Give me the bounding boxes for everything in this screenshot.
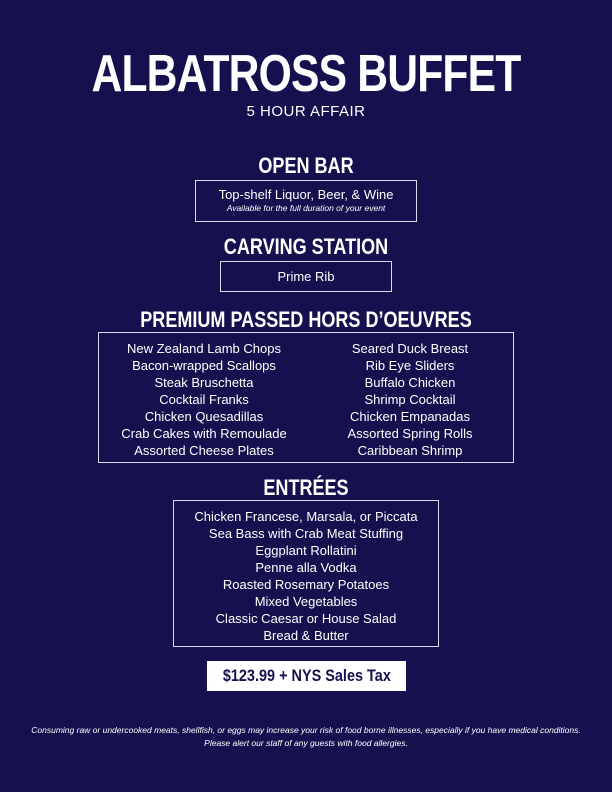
list-item: Classic Caesar or House Salad (215, 611, 397, 626)
hors-doeuvres-heading: PREMIUM PASSED HORS D’OEUVRES (140, 307, 472, 332)
menu-title: ALBATROSS BUFFET (91, 45, 521, 103)
hors-doeuvres-left-column (94, 340, 314, 459)
open-bar-note: Available for the full duration of your event (226, 203, 386, 213)
hors-doeuvres-right-column (300, 340, 520, 459)
hors-doeuvres-box (98, 332, 514, 463)
list-item: Cocktail Franks (159, 392, 249, 407)
carving-station-heading: CARVING STATION (223, 234, 389, 259)
list-item: Buffalo Chicken (364, 375, 456, 390)
list-item: Assorted Cheese Plates (134, 443, 274, 458)
price-text: $123.99 + NYS Sales Tax (222, 666, 391, 685)
list-item: Roasted Rosemary Potatoes (222, 577, 390, 592)
list-item: Rib Eye Sliders (365, 358, 455, 373)
list-item: Chicken Francese, Marsala, or Piccata (194, 509, 418, 524)
list-item: Crab Cakes with Remoulade (121, 426, 287, 441)
allergy-disclaimer: Consuming raw or undercooked meats, shellfish, or eggs may increase your risk of food borne illnesses, especially if you have medical conditions. Please alert our staff of any guests with food allergies. (31, 725, 581, 748)
open-bar-line: Top-shelf Liquor, Beer, & Wine (218, 187, 394, 202)
list-item: Caribbean Shrimp (357, 443, 463, 458)
list-item: Bacon-wrapped Scallops (132, 358, 276, 373)
list-item: Mixed Vegetables (254, 594, 358, 609)
list-item: New Zealand Lamb Chops (127, 341, 281, 356)
menu-subtitle: 5 HOUR AFFAIR (246, 103, 366, 120)
carving-station-item: Prime Rib (277, 269, 335, 284)
list-item: Assorted Spring Rolls (347, 426, 473, 441)
list-item: Chicken Empanadas (350, 409, 470, 424)
open-bar-heading: OPEN BAR (258, 153, 354, 178)
list-item: Seared Duck Breast (351, 341, 469, 356)
list-item: Sea Bass with Crab Meat Stuffing (208, 526, 404, 541)
price-banner (207, 661, 406, 691)
open-bar-box (195, 180, 417, 222)
entrees-heading: ENTRÉES (263, 475, 349, 500)
carving-station-box (220, 261, 392, 292)
list-item: Penne alla Vodka (255, 560, 357, 575)
list-item: Eggplant Rollatini (255, 543, 357, 558)
list-item: Bread & Butter (263, 628, 349, 643)
entrees-box (173, 500, 439, 647)
list-item: Shrimp Cocktail (364, 392, 456, 407)
list-item: Chicken Quesadillas (144, 409, 264, 424)
list-item: Steak Bruschetta (154, 375, 254, 390)
